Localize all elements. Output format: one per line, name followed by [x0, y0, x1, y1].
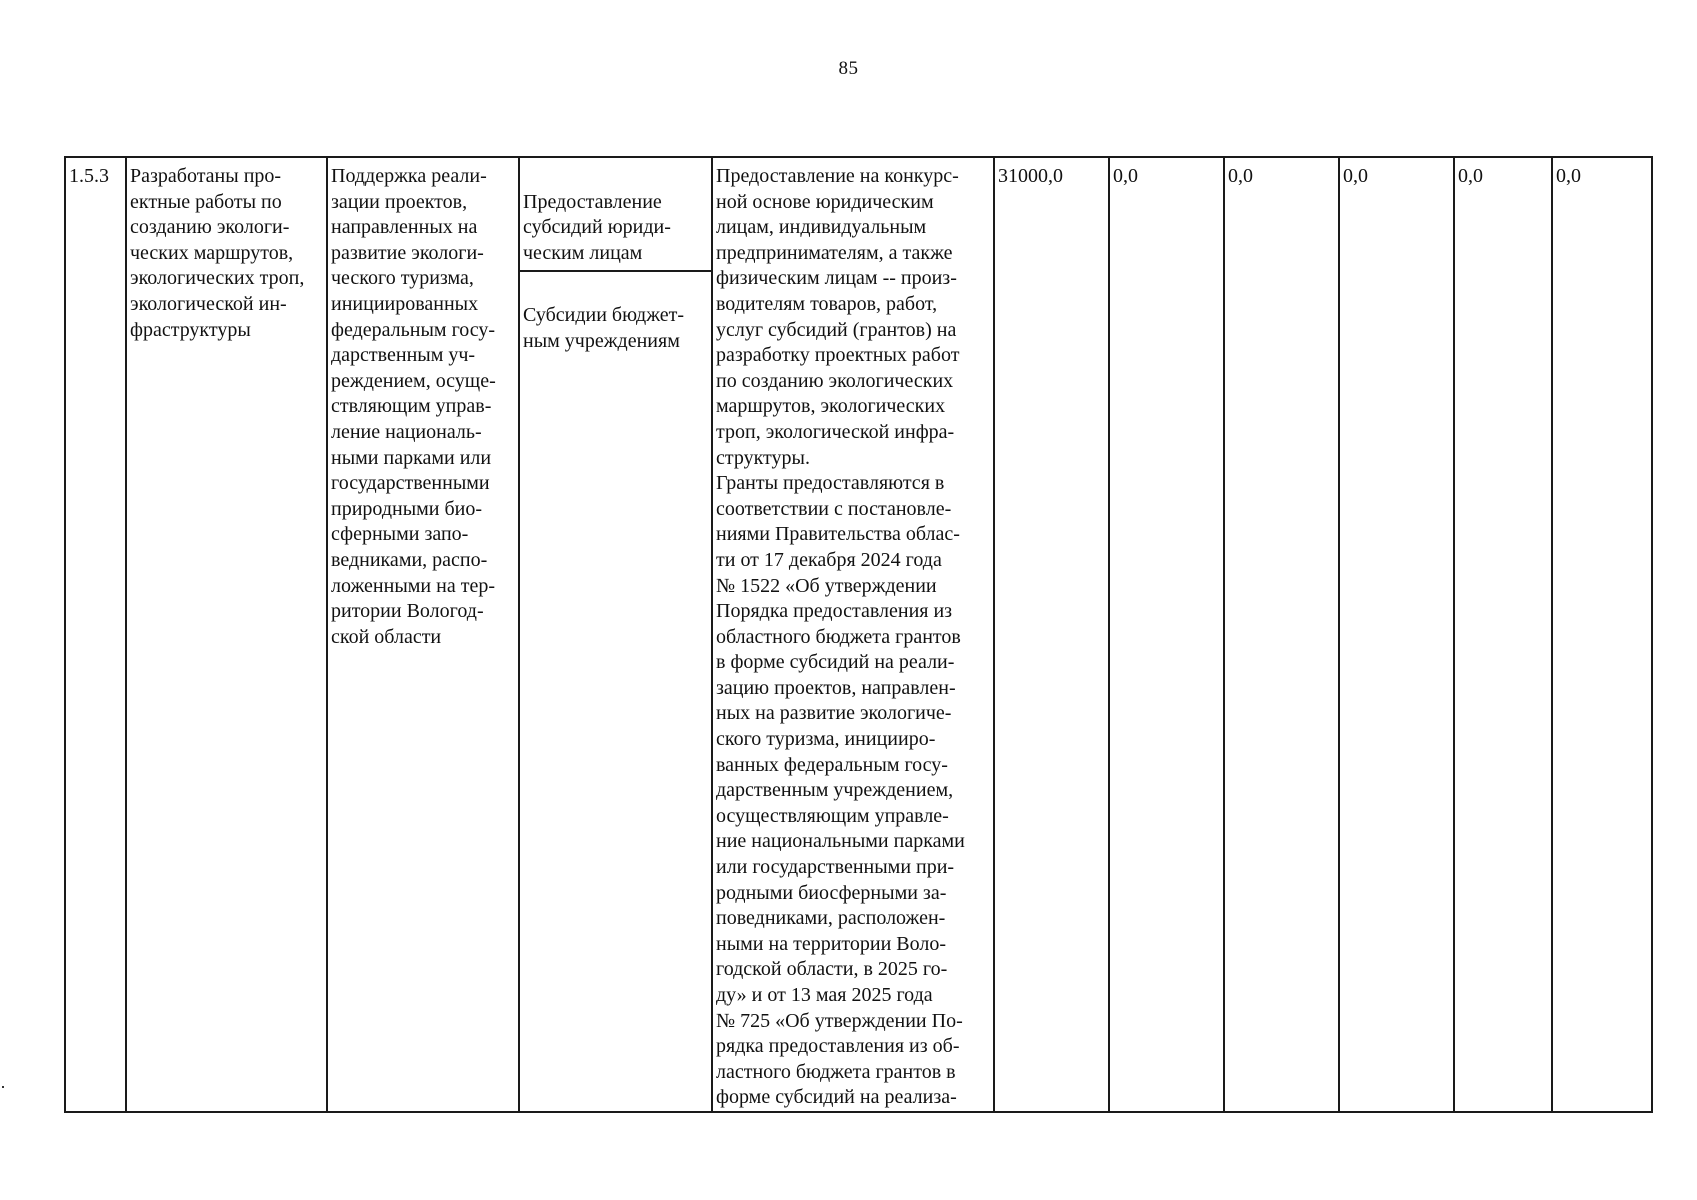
funding-value-4: 0,0 — [1339, 157, 1454, 1112]
support-type-cell — [519, 157, 712, 1112]
scan-artifact — [2, 1086, 4, 1088]
table-row — [65, 157, 1652, 1112]
row-code: 1.5.3 — [65, 157, 126, 1112]
result-cell: Разработаны про- ектные работы по созданию экологи- ческих маршрутов, экологических троп, экологической ин- фраструктуры — [126, 157, 327, 1112]
description-cell: Предоставление на конкурс- ной основе юридическим лицам, индивидуальным предпринимателям, а также физическим лицам -- произ- водителям товаров, работ, услуг субсидий (грантов) на разработку проектных работ по созданию экологических маршрутов, экологических троп, экологической инфра- структуры. Гранты предоставляются в соответствии с постановле- ниями Правительства облас- ти от 17 декабря 2024 года № 1522 «Об утверждении Порядка предоставления из областного бюджета грантов в форме субсидий на реали- зацию проектов, направлен- ных на развитие экологиче- ского туризма, инициирo- ванных федеральным госу- дарственным учреждением, осуществляющим управле- ние национальными парками или государственными при- родными биосферными за- поведниками, расположен- ными на территории Воло- годской области, в 2025 го- ду» и от 13 мая 2025 года № 725 «Об утверждении По- рядка предоставления из об- ластного бюджета грантов в форме субсидий на реализа- — [712, 157, 994, 1112]
program-table — [64, 156, 1653, 1113]
funding-value-2: 0,0 — [1109, 157, 1224, 1112]
support-type-legal-entities: Предоставление субсидий юриди- ческим лицам — [520, 184, 711, 273]
page-number: 85 — [838, 58, 859, 79]
funding-value-6: 0,0 — [1552, 157, 1652, 1112]
funding-value-1: 31000,0 — [994, 157, 1109, 1112]
measure-cell: Поддержка реали- зации проектов, направленных на развитие экологи- ческого туризма, инициированных федеральным госу- дарственным уч- реждением, осуще- ствляющим управ- ление националь- ными парками или государственными природными био- сферными запо- ведниками, распо- ложенными на тер- ритории Вологод- ской области — [327, 157, 519, 1112]
funding-value-3: 0,0 — [1224, 157, 1339, 1112]
funding-value-5: 0,0 — [1454, 157, 1552, 1112]
support-type-budget-institutions: Субсидии бюджет- ным учреждениям — [523, 303, 685, 352]
